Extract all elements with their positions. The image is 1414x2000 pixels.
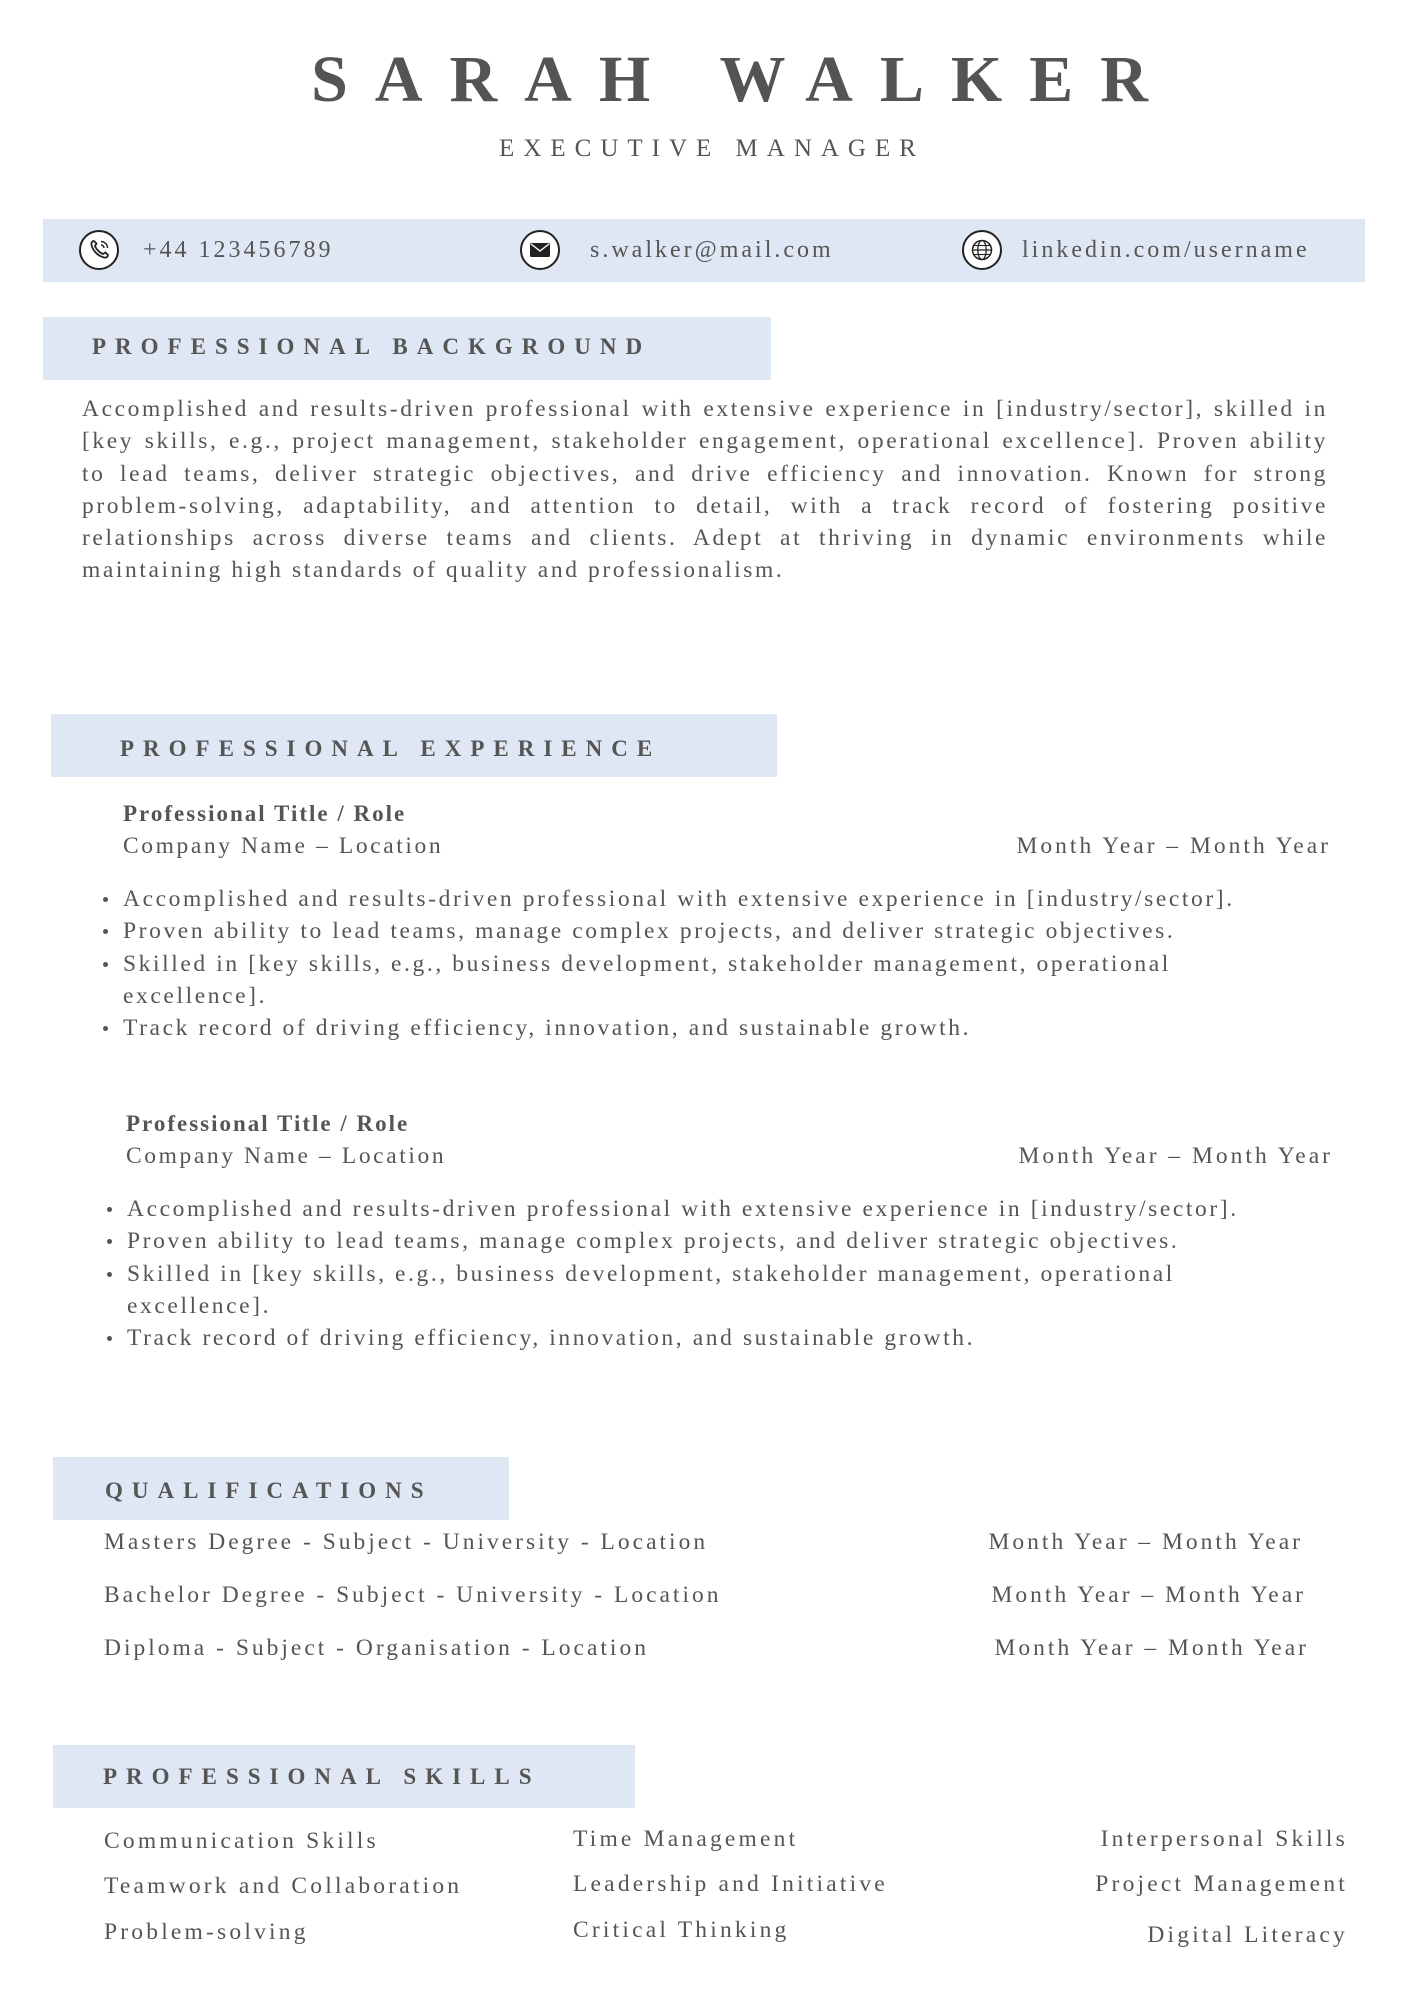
- experience-heading: PROFESSIONAL EXPERIENCE: [120, 736, 662, 761]
- list-item: Accomplished and results-driven professional with extensive experience in [industry/sector].: [127, 1193, 1397, 1225]
- phone-icon: [79, 230, 119, 270]
- job-title: EXECUTIVE MANAGER: [499, 135, 925, 162]
- list-item: Skilled in [key skills, e.g., business development, stakeholder management, operational excellence].: [127, 1258, 1307, 1323]
- job-dates: Month Year – Month Year: [1016, 833, 1331, 859]
- candidate-name: SARAH WALKER: [311, 43, 1175, 116]
- qualification-dates: Month Year – Month Year: [991, 1582, 1306, 1608]
- job-company: Company Name – Location: [123, 833, 444, 859]
- qualifications-heading: QUALIFICATIONS: [105, 1478, 433, 1503]
- job-dates: Month Year – Month Year: [1018, 1143, 1333, 1169]
- list-item: Proven ability to lead teams, manage complex projects, and deliver strategic objectives.: [127, 1225, 1397, 1257]
- skill-item: Communication Skills: [104, 1828, 379, 1854]
- qualification-item: Diploma - Subject - Organisation - Location: [104, 1635, 649, 1661]
- globe-icon: [962, 230, 1002, 270]
- list-item: Track record of driving efficiency, innovation, and sustainable growth.: [123, 1012, 1393, 1044]
- email-address[interactable]: s.walker@mail.com: [590, 237, 834, 263]
- list-item: Track record of driving efficiency, innovation, and sustainable growth.: [127, 1322, 1397, 1354]
- qualification-item: Masters Degree - Subject - University - Location: [104, 1529, 709, 1555]
- job-bullets: [123, 883, 1393, 1044]
- list-item: Accomplished and results-driven professional with extensive experience in [industry/sector].: [123, 883, 1393, 915]
- job-role: Professional Title / Role: [126, 1111, 410, 1136]
- qualification-dates: Month Year – Month Year: [994, 1635, 1309, 1661]
- skill-item: Interpersonal Skills: [1100, 1826, 1348, 1852]
- mail-icon: [520, 230, 560, 270]
- background-heading: PROFESSIONAL BACKGROUND: [92, 334, 652, 359]
- linkedin-url[interactable]: linkedin.com/username: [1022, 237, 1310, 263]
- job-role: Professional Title / Role: [123, 801, 407, 826]
- qualification-item: Bachelor Degree - Subject - University - Location: [104, 1582, 722, 1608]
- job-company: Company Name – Location: [126, 1143, 447, 1169]
- skill-item: Project Management: [1095, 1871, 1348, 1897]
- skill-item: Teamwork and Collaboration: [104, 1873, 463, 1899]
- qualification-dates: Month Year – Month Year: [988, 1529, 1303, 1555]
- phone-number[interactable]: +44 123456789: [143, 237, 334, 263]
- skill-item: Problem-solving: [104, 1919, 309, 1945]
- skill-item: Critical Thinking: [573, 1917, 790, 1943]
- skills-heading: PROFESSIONAL SKILLS: [103, 1764, 541, 1789]
- job-bullets: [127, 1193, 1397, 1354]
- list-item: Proven ability to lead teams, manage complex projects, and deliver strategic objectives.: [123, 915, 1393, 947]
- skill-item: Time Management: [573, 1826, 799, 1852]
- skill-item: Leadership and Initiative: [573, 1871, 888, 1897]
- skill-item: Digital Literacy: [1147, 1922, 1348, 1948]
- list-item: Skilled in [key skills, e.g., business development, stakeholder management, operational excellence].: [123, 948, 1303, 1013]
- background-summary: Accomplished and results-driven professional with extensive experience in [industry/sector], skilled in [key skills, e.g., project management, stakeholder engagement, operational excellence]. Proven ability to lead teams, deliver strategic objectives, and drive efficiency and innovation. Known for strong problem-solving, adaptability, and attention to detail, with a track record of fostering positive relationships across diverse teams and clients. Adept at thriving in dynamic environments while maintaining high standards of quality and professionalism.: [82, 396, 1328, 584]
